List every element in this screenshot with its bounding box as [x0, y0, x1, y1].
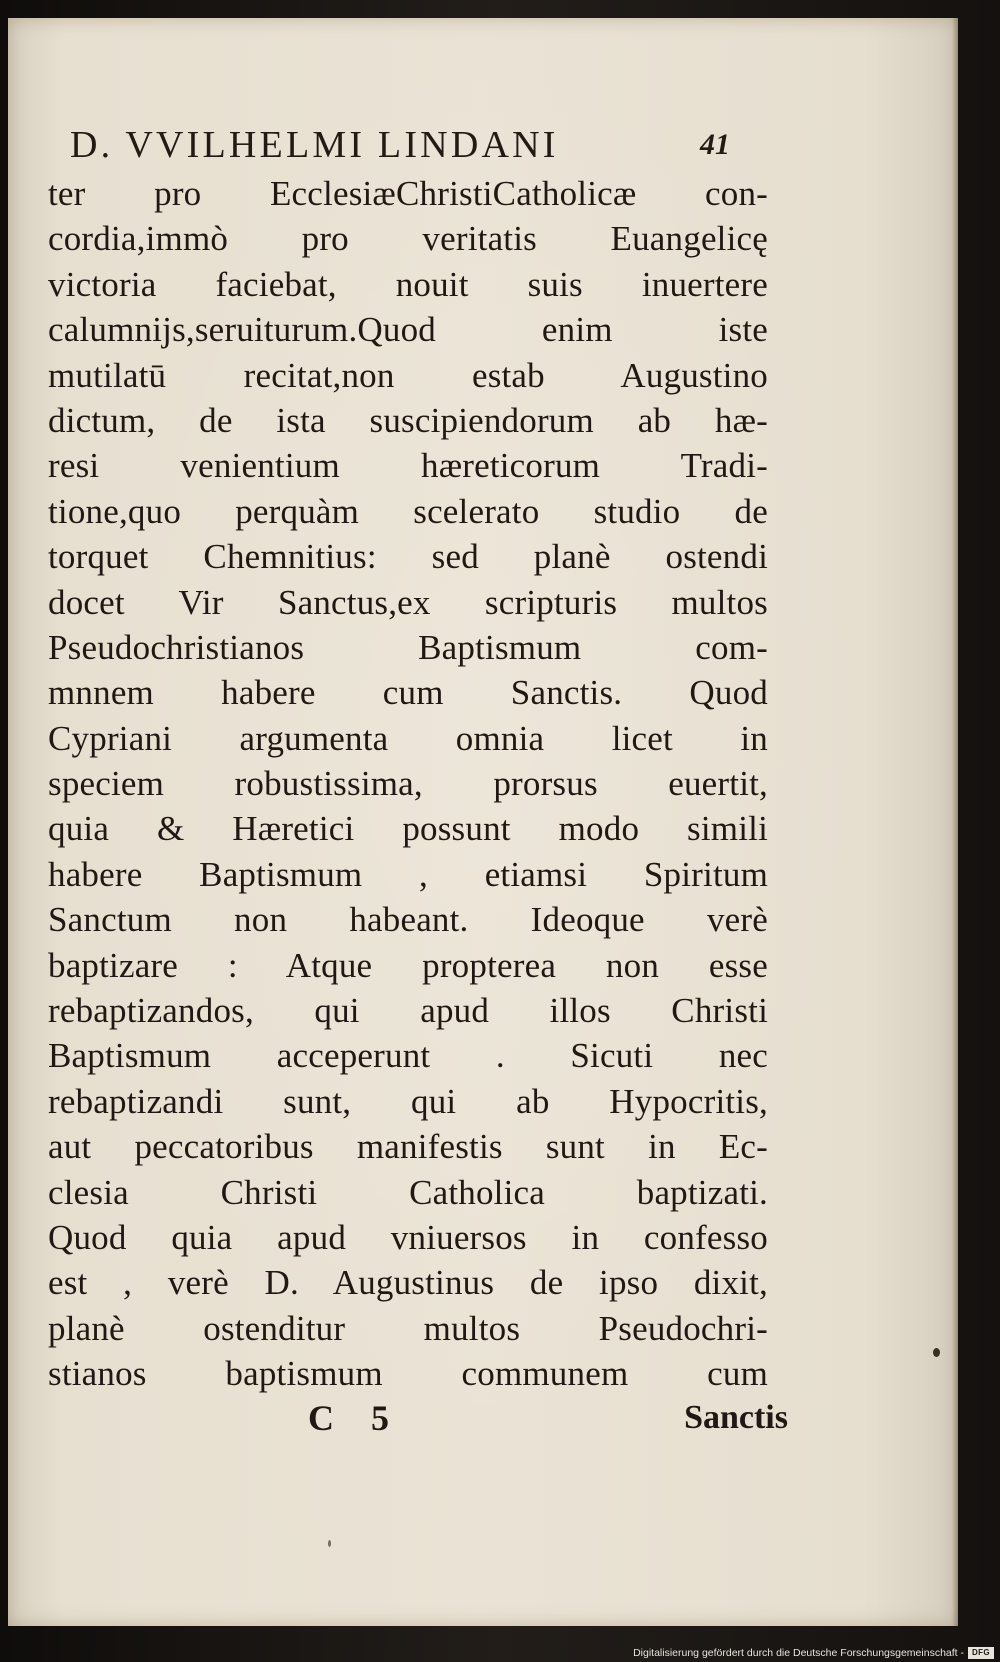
text-line: quia & Hæretici possunt modo simili	[48, 809, 768, 849]
dfg-logo: DFG	[968, 1647, 994, 1659]
text-line: planè ostenditur multos Pseudochri-	[48, 1308, 768, 1348]
text-line: mutilatū recitat,non estab Augustino	[48, 355, 768, 395]
text-line: victoria faciebat, nouit suis inuertere	[48, 264, 768, 304]
text-line: Sanctum non habeant. Ideoque verè	[48, 900, 768, 940]
text-line: resi venientium hæreticorum Tradi-	[48, 446, 768, 486]
page-number: 41	[700, 128, 730, 161]
text-line: aut peccatoribus manifestis sunt in Ec-	[48, 1127, 768, 1167]
text-line: baptizare : Atque propterea non esse	[48, 945, 768, 985]
text-line: dictum, de ista suscipiendorum ab hæ-	[48, 400, 768, 440]
running-title: D. VVILHELMI LINDANI	[70, 124, 559, 166]
text-line: rebaptizandos, qui apud illos Christi	[48, 991, 768, 1031]
page-edge-shadow	[952, 18, 958, 1626]
text-line: est , verè D. Augustinus de ipso dixit,	[48, 1263, 768, 1303]
text-line: Pseudochristianos Baptismum com-	[48, 627, 768, 667]
book-page	[8, 18, 958, 1626]
body-text	[48, 171, 768, 1397]
catchline	[308, 1393, 788, 1443]
text-line: rebaptizandi sunt, qui ab Hypocritis,	[48, 1081, 768, 1121]
text-line: mnnem habere cum Sanctis. Quod	[48, 673, 768, 713]
funding-credit: Digitalisierung gefördert durch die Deutsche Forschungsgemeinschaft -	[633, 1647, 964, 1659]
text-line: cordia,immò pro veritatis Euangelicę	[48, 219, 768, 259]
text-line: clesia Christi Catholica baptizati.	[48, 1172, 768, 1212]
text-line: ter pro EcclesiæChristiCatholicæ con-	[48, 174, 768, 213]
text-line: Cypriani argumenta omnia licet in	[48, 718, 768, 758]
text-line: habere Baptismum , etiamsi Spiritum	[48, 854, 768, 894]
text-line: torquet Chemnitius: sed planè ostendi	[48, 537, 768, 577]
digitization-footer	[0, 1644, 1000, 1662]
text-line: tione,quo perquàm scelerato studio de	[48, 491, 768, 531]
text-line: Baptismum acceperunt . Sicuti nec	[48, 1036, 768, 1076]
running-head	[70, 120, 730, 170]
catchword: Sanctis	[684, 1399, 788, 1436]
text-line: docet Vir Sanctus,ex scripturis multos	[48, 582, 768, 622]
text-line: calumnijs,seruiturum.Quod enim iste	[48, 310, 768, 350]
text-line: speciem robustissima, prorsus euertit,	[48, 764, 768, 804]
text-line: stianos baptismum communem cum	[48, 1354, 768, 1394]
text-line: Quod quia apud vniuersos in confesso	[48, 1217, 768, 1257]
paper-mark	[328, 1540, 331, 1547]
ink-blemish	[933, 1348, 940, 1357]
signature-mark: C 5	[308, 1398, 403, 1438]
